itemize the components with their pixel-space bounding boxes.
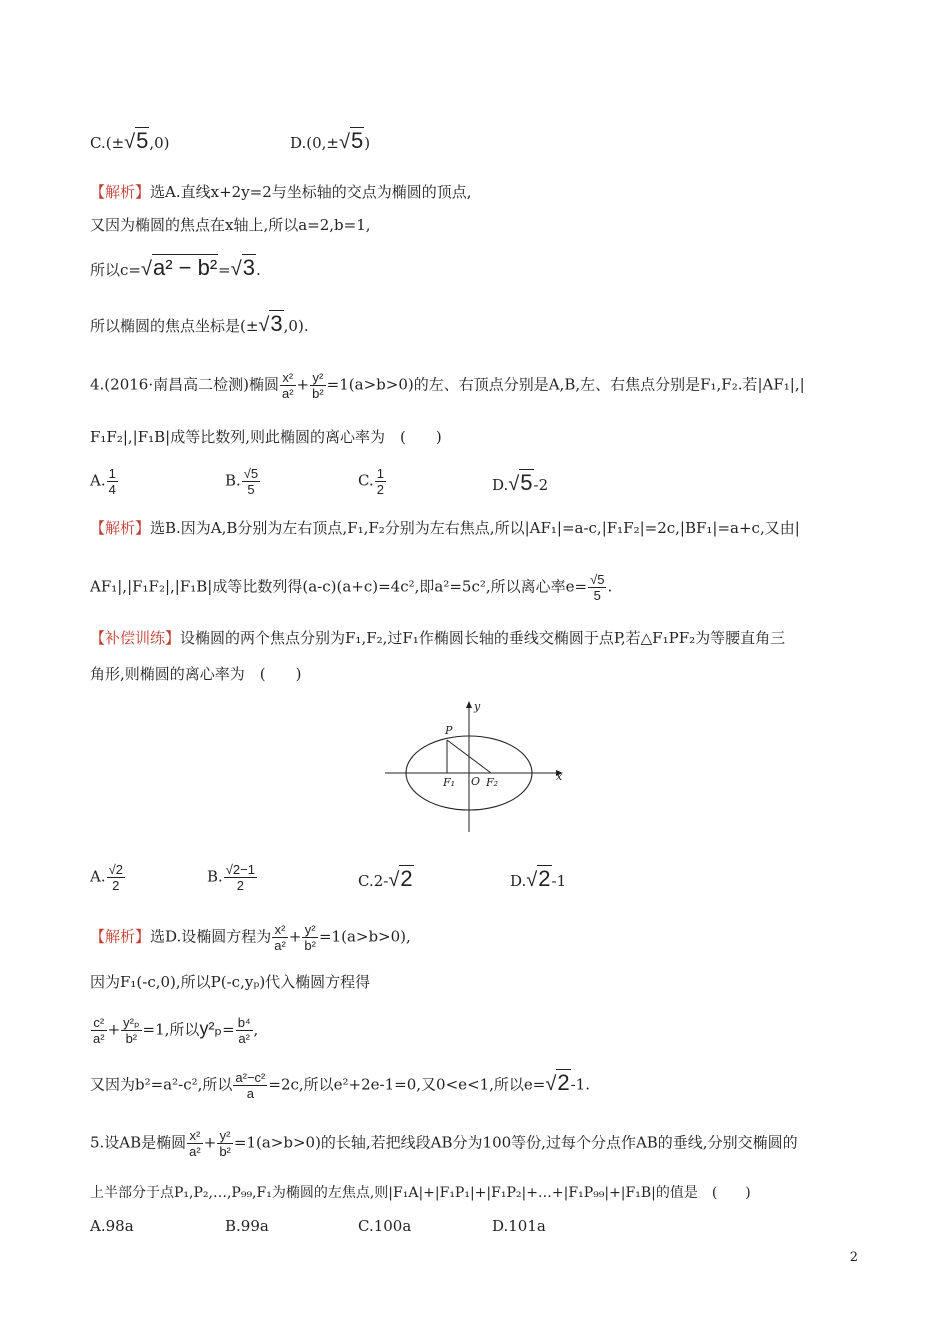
- fraction: $\frac{\text{y²}}{\text{b²}}$: [312, 370, 324, 401]
- option-d: D.(0,±√5): [290, 128, 371, 153]
- solution-line: $\frac{\text{c²}}{\text{a²}}$ + $\frac{\text{y²ₚ}}{\text{b²}}$ =1,所以y²ₚ= $\frac{\text{b⁴}}{\text{a²}}$ ,: [93, 1015, 259, 1046]
- sqrt-symbol: √5: [124, 128, 149, 153]
- solution-line: AF₁|,|F₁F₂|,|F₁B|成等比数列得(a-c)(a+c)=4c²,即a²=5c²,所以离心率e= $\frac{√5}{5}$ .: [90, 572, 613, 603]
- fraction: $\frac{√5}{5}$: [590, 572, 605, 603]
- solution-line: 因为F₁(-c,0),所以P(-c,yₚ)代入椭圆方程得: [90, 973, 371, 991]
- sqrt-expr: √a² − b²: [140, 255, 218, 280]
- solution-tag: 【解析】: [90, 183, 151, 201]
- fraction: $\frac{\text{x²}}{\text{a²}}$: [274, 922, 286, 953]
- option-b: B. $\frac{√2-1}{2}$: [207, 862, 255, 893]
- solution-line: 又因为b²=a²-c²,所以 $\frac{\text{a²−c²}}{a}$ =2c,所以e²+2e-1=0,又0<e<1,所以e=√2-1.: [90, 1069, 590, 1101]
- solution-line: 【解析】选D.设椭圆方程为 $\frac{\text{x²}}{\text{a²}}$ + $\frac{\text{y²}}{\text{b²}}$ =1(a>b>0),: [90, 922, 411, 953]
- question-5: 5.设AB是椭圆 $\frac{\text{x²}}{\text{a²}}$ + $\frac{\text{y²}}{\text{b²}}$ =1(a>b>0)的长轴,若把线段AB分为100等份,过每个分点作AB的垂线,分别交椭圆的: [90, 1128, 798, 1159]
- option-d: D.101a: [492, 1217, 546, 1235]
- sqrt-expr: √2: [526, 866, 551, 891]
- solution-line: 又因为椭圆的焦点在x轴上,所以a=2,b=1,: [90, 216, 371, 234]
- label-o: O: [471, 775, 481, 788]
- option-a: A. $\frac{√2}{2}$: [90, 862, 123, 893]
- option-c: C.(±√5,0): [90, 128, 170, 153]
- solution-line: 所以椭圆的焦点坐标是(±√3,0).: [90, 311, 309, 336]
- supplement-tag: 【补偿训练】: [90, 629, 181, 647]
- fraction: $\frac{\text{y²}}{\text{b²}}$: [219, 1128, 231, 1159]
- sqrt-expr: √3: [258, 311, 283, 336]
- option-d: D.√2-1: [510, 866, 567, 891]
- sqrt-expr: √2: [545, 1069, 570, 1095]
- solution-line: 【解析】选B.因为A,B分别为左右顶点,F₁,F₂分别为左右焦点,所以|AF₁|=a-c,|F₁F₂|=2c,|BF₁|=a+c,又由|: [90, 519, 800, 537]
- label-p: P: [445, 724, 453, 737]
- sqrt-symbol: √5: [339, 128, 364, 153]
- option-d: D.√5-2: [492, 470, 549, 495]
- supplement-line: 角形,则椭圆的离心率为 ( ): [90, 665, 302, 683]
- option-c: C.100a: [358, 1217, 412, 1235]
- ellipse-figure: [385, 696, 575, 836]
- option-c: C. $\frac{1}{2}$: [358, 466, 384, 497]
- option-b: B.99a: [225, 1217, 269, 1235]
- question-5-line2: 上半部分于点P₁,P₂,…,P₉₉,F₁为椭圆的左焦点,则|F₁A|+|F₁P₁|+|F₁P₂|+…+|F₁P₉₉|+|F₁B|的值是 ( ): [90, 1185, 751, 1201]
- solution-line: 【解析】选A.直线x+2y=2与坐标轴的交点为椭圆的顶点,: [90, 183, 472, 201]
- y-arrow: [466, 701, 472, 708]
- option-b: B. $\frac{√5}{5}$: [225, 466, 259, 497]
- option-c: C.2-√2: [358, 866, 413, 891]
- solution-tag: 【解析】: [90, 927, 151, 946]
- sqrt-expr: √5: [508, 470, 533, 495]
- sqrt-expr: √3: [230, 255, 255, 280]
- fraction: $\frac{\text{x²}}{\text{a²}}$: [281, 370, 294, 401]
- label-x: x: [556, 770, 563, 783]
- label-f1: F₁: [443, 776, 456, 789]
- option-a: A. $\frac{1}{4}$: [90, 466, 116, 497]
- page-number: 2: [849, 1250, 858, 1265]
- question-4: 4.(2016·南昌高二检测)椭圆 $\frac{\text{x²}}{\text{a²}}$ + $\frac{\text{y²}}{\text{b²}}$ =1(a>b>0)的左、右顶点分别是A,B,左、右焦点分别是F₁,F₂.若|AF₁|,|: [90, 370, 805, 401]
- solution-line: 所以c=√a² − b²=√3.: [90, 255, 261, 280]
- question-4-line2: F₁F₂|,|F₁B|成等比数列,则此椭圆的离心率为 ( ): [90, 428, 442, 446]
- fraction: $\frac{\text{y²}}{\text{b²}}$: [304, 922, 316, 953]
- label-y: y: [474, 700, 481, 713]
- supplement-line: 【补偿训练】设椭圆的两个焦点分别为F₁,F₂,过F₁作椭圆长轴的垂线交椭圆于点P,若△F₁PF₂为等腰直角三: [90, 629, 786, 647]
- fraction: $\frac{\text{x²}}{\text{a²}}$: [189, 1128, 201, 1159]
- option-a: A.98a: [90, 1217, 134, 1235]
- solution-tag: 【解析】: [90, 519, 151, 537]
- label-f2: F₂: [486, 776, 499, 789]
- sqrt-expr: √2: [388, 866, 413, 891]
